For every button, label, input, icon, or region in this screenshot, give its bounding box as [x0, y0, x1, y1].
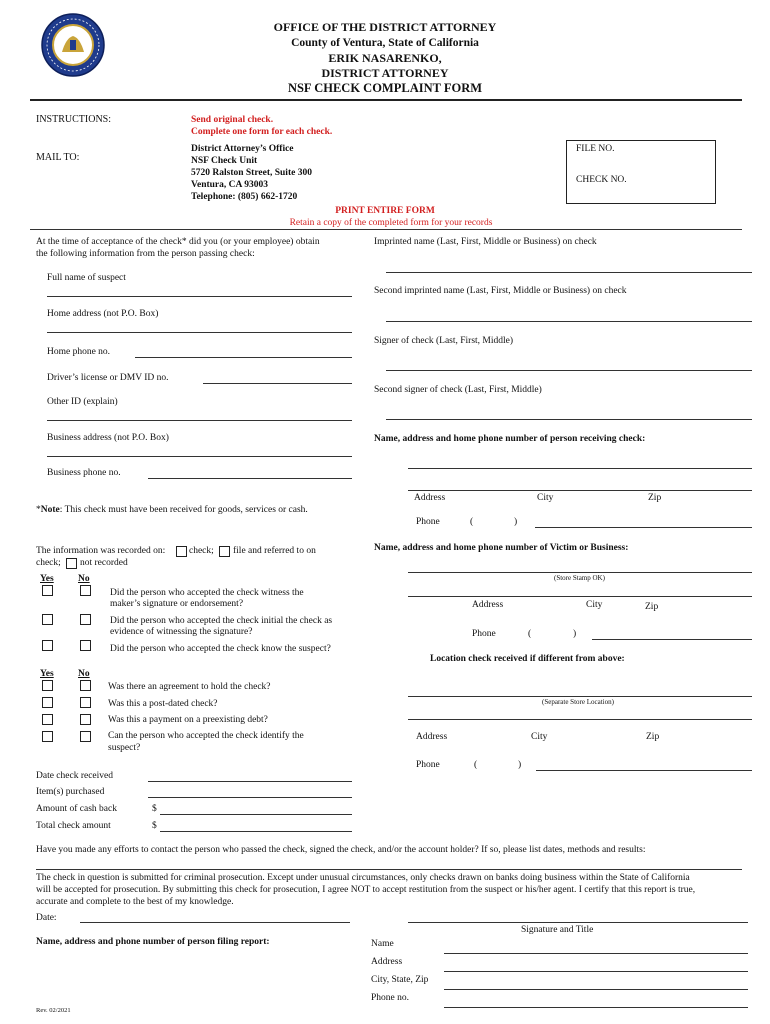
- instructions-label: INSTRUCTIONS:: [36, 114, 112, 125]
- victim-phone-input[interactable]: [592, 627, 752, 640]
- location-heading: Location check received if different from above:: [430, 654, 625, 664]
- section-divider: [36, 869, 742, 870]
- victim-city-label: City: [586, 600, 603, 610]
- victim-heading: Name, address and home phone number of Victim or Business:: [374, 543, 629, 553]
- location-name-input[interactable]: [408, 684, 752, 697]
- header-county: County of Ventura, State of California: [291, 37, 479, 49]
- q6-yes-checkbox[interactable]: [42, 714, 53, 725]
- paren-close: ): [518, 760, 522, 770]
- home-phone-label: Home phone no.: [47, 347, 111, 357]
- other-id-label: Other ID (explain): [47, 397, 118, 407]
- header-office: OFFICE OF THE DISTRICT ATTORNEY: [273, 20, 497, 34]
- certification-para: The check in question is submitted for criminal prosecution. Except under unusual circumstances, only checks drawn on banks doing business within the State of California: [36, 873, 690, 883]
- recorded-on-line1: The information was recorded on:: [36, 546, 166, 556]
- home-address-label: Home address (not P.O. Box): [47, 309, 159, 319]
- q6-text: Was this a payment on a preexisting debt?: [108, 715, 268, 725]
- note-text: *Note: This check must have been received for goods, services or cash.: [36, 505, 308, 515]
- receiver-address-input[interactable]: [408, 478, 752, 491]
- receiver-phone-input[interactable]: [535, 515, 752, 528]
- second-imprinted-input[interactable]: [386, 309, 752, 322]
- cash-back-label: Amount of cash back: [36, 804, 117, 814]
- items-purchased-label: Item(s) purchased: [36, 787, 105, 797]
- mail-to-label: MAIL TO:: [36, 152, 80, 163]
- home-address-input[interactable]: [47, 320, 352, 333]
- file-no-label: FILE NO.: [576, 144, 615, 154]
- paren-close: ): [573, 629, 577, 639]
- q5-yes-checkbox[interactable]: [42, 697, 53, 708]
- q3-yes-checkbox[interactable]: [42, 640, 53, 651]
- business-phone-input[interactable]: [148, 466, 352, 479]
- location-phone-label: Phone: [416, 760, 440, 770]
- drivers-license-input[interactable]: [203, 371, 352, 384]
- signer-label: Signer of check (Last, First, Middle): [374, 336, 514, 346]
- filer-city-input[interactable]: [444, 977, 748, 990]
- q7-text: Can the person who accepted the check identify the: [108, 731, 304, 741]
- q1-no-checkbox[interactable]: [80, 585, 91, 596]
- mail-address-line: NSF Check Unit: [191, 156, 258, 166]
- filer-heading: Name, address and phone number of person filing report:: [36, 937, 270, 947]
- recorded-check-label: check;: [189, 546, 214, 556]
- q2-yes-checkbox[interactable]: [42, 614, 53, 625]
- mail-address-line: Ventura, CA 93003: [191, 180, 268, 190]
- filer-address-label: Address: [371, 957, 403, 967]
- victim-address-input[interactable]: [408, 584, 752, 597]
- mail-address-line: Telephone: (805) 662-1720: [191, 192, 298, 202]
- revision-label: Rev. 02/2021: [36, 1007, 71, 1014]
- victim-address-label: Address: [472, 600, 504, 610]
- filer-address-input[interactable]: [444, 959, 748, 972]
- paren-close: ): [514, 517, 518, 527]
- q4-no-checkbox[interactable]: [80, 680, 91, 691]
- certification-para: will be accepted for prosecution. By submitting this check for prosecution, I agree NOT to accept restitution from the suspect or his/her agent. I certify that this report is true,: [36, 885, 696, 895]
- q5-no-checkbox[interactable]: [80, 697, 91, 708]
- filer-name-label: Name: [371, 939, 394, 949]
- drivers-license-label: Driver’s license or DMV ID no.: [47, 373, 169, 383]
- q7-yes-checkbox[interactable]: [42, 731, 53, 742]
- receiver-name-input[interactable]: [408, 456, 752, 469]
- header-divider: [30, 99, 742, 101]
- filer-city-label: City, State, Zip: [371, 975, 429, 985]
- items-purchased-input[interactable]: [148, 785, 352, 798]
- intro-line1: At the time of acceptance of the check* did you (or your employee) obtain: [36, 237, 320, 247]
- paren-open: (: [470, 517, 474, 527]
- q3-no-checkbox[interactable]: [80, 640, 91, 651]
- filer-phone-input[interactable]: [444, 995, 748, 1008]
- yes-header: Yes: [40, 574, 54, 584]
- imprinted-name-label: Imprinted name (Last, First, Middle or Business) on check: [374, 237, 597, 247]
- other-id-input[interactable]: [47, 408, 352, 421]
- q1-yes-checkbox[interactable]: [42, 585, 53, 596]
- date-received-label: Date check received: [36, 771, 114, 781]
- recorded-check-checkbox[interactable]: [176, 546, 187, 557]
- second-imprinted-label: Second imprinted name (Last, First, Middle or Business) on check: [374, 286, 627, 296]
- date-received-input[interactable]: [148, 769, 352, 782]
- not-recorded-checkbox[interactable]: [66, 558, 77, 569]
- not-recorded-label: not recorded: [80, 558, 128, 568]
- business-address-input[interactable]: [47, 444, 352, 457]
- q4-text: Was there an agreement to hold the check?: [108, 682, 271, 692]
- check-no-label: CHECK NO.: [576, 175, 627, 185]
- q5-text: Was this a post-dated check?: [108, 699, 218, 709]
- recorded-check2-label: check;: [36, 558, 61, 568]
- yes-header: Yes: [40, 669, 54, 679]
- q7-text-cont: suspect?: [108, 743, 141, 753]
- location-phone-input[interactable]: [536, 758, 752, 771]
- total-amount-label: Total check amount: [36, 821, 111, 831]
- business-phone-label: Business phone no.: [47, 468, 121, 478]
- instructions-line2: Complete one form for each check.: [191, 127, 333, 137]
- second-signer-label: Second signer of check (Last, First, Middle): [374, 385, 542, 395]
- victim-zip-label: Zip: [645, 602, 659, 612]
- efforts-question: Have you made any efforts to contact the person who passed the check, signed the check, and/or the account holder? If so, please list dates, methods and results:: [36, 845, 646, 855]
- mail-address-line: District Attorney’s Office: [191, 144, 294, 154]
- business-address-label: Business address (not P.O. Box): [47, 433, 169, 443]
- q2-text-cont: evidence of witnessing the signature?: [110, 627, 253, 637]
- header-title: DISTRICT ATTORNEY: [321, 66, 449, 80]
- form-title: NSF CHECK COMPLAINT FORM: [287, 81, 483, 95]
- signature-title-label: Signature and Title: [521, 925, 594, 935]
- total-amount-input[interactable]: [160, 819, 352, 832]
- q6-no-checkbox[interactable]: [80, 714, 91, 725]
- q2-no-checkbox[interactable]: [80, 614, 91, 625]
- imprinted-name-input[interactable]: [386, 260, 752, 273]
- victim-phone-label: Phone: [472, 629, 496, 639]
- print-entire-form: PRINT ENTIRE FORM: [335, 206, 435, 216]
- total-amount-dollar: $: [152, 821, 157, 831]
- store-stamp-note: (Store Stamp OK): [554, 574, 605, 582]
- q1-text: Did the person who accepted the check witness the: [110, 588, 304, 598]
- mail-address-line: 5720 Ralston Street, Suite 300: [191, 168, 312, 178]
- receiver-heading: Name, address and home phone number of person receiving check:: [374, 434, 646, 444]
- separate-location-note: (Separate Store Location): [542, 698, 614, 706]
- no-header: No: [78, 669, 90, 679]
- signer-input[interactable]: [386, 358, 752, 371]
- section-divider: [30, 229, 742, 230]
- no-header: No: [78, 574, 90, 584]
- retain-copy-note: Retain a copy of the completed form for your records: [289, 218, 493, 228]
- q4-yes-checkbox[interactable]: [42, 680, 53, 691]
- full-name-label: Full name of suspect: [47, 273, 126, 283]
- q1-text-cont: maker’s signature or endorsement?: [110, 599, 244, 609]
- location-zip-label: Zip: [646, 732, 660, 742]
- receiver-city-label: City: [537, 493, 554, 503]
- location-address-input[interactable]: [408, 707, 752, 720]
- paren-open: (: [474, 760, 478, 770]
- receiver-zip-label: Zip: [648, 493, 662, 503]
- filer-name-input[interactable]: [444, 941, 748, 954]
- location-address-label: Address: [416, 732, 448, 742]
- certification-para: accurate and complete to the best of my knowledge.: [36, 897, 234, 907]
- receiver-address-label: Address: [414, 493, 446, 503]
- victim-name-input[interactable]: [408, 560, 752, 573]
- paren-open: (: [528, 629, 532, 639]
- date-input[interactable]: [80, 910, 350, 923]
- q2-text: Did the person who accepted the check initial the check as: [110, 616, 333, 626]
- signature-input[interactable]: [408, 910, 748, 923]
- filer-phone-label: Phone no.: [371, 993, 409, 1003]
- recorded-file-checkbox[interactable]: [219, 546, 230, 557]
- second-signer-input[interactable]: [386, 407, 752, 420]
- instructions-line1: Send original check.: [191, 115, 274, 125]
- cash-back-input[interactable]: [160, 802, 352, 815]
- home-phone-input[interactable]: [135, 345, 352, 358]
- q3-text: Did the person who accepted the check know the suspect?: [110, 644, 331, 654]
- intro-line2: the following information from the person passing check:: [36, 249, 255, 259]
- full-name-input[interactable]: [47, 284, 352, 297]
- date-label: Date:: [36, 913, 57, 923]
- header-name: ERIK NASARENKO,: [328, 51, 442, 65]
- receiver-phone-label: Phone: [416, 517, 440, 527]
- recorded-file-label: file and referred to on: [233, 546, 316, 556]
- q7-no-checkbox[interactable]: [80, 731, 91, 742]
- location-city-label: City: [531, 732, 548, 742]
- cash-back-dollar: $: [152, 804, 157, 814]
